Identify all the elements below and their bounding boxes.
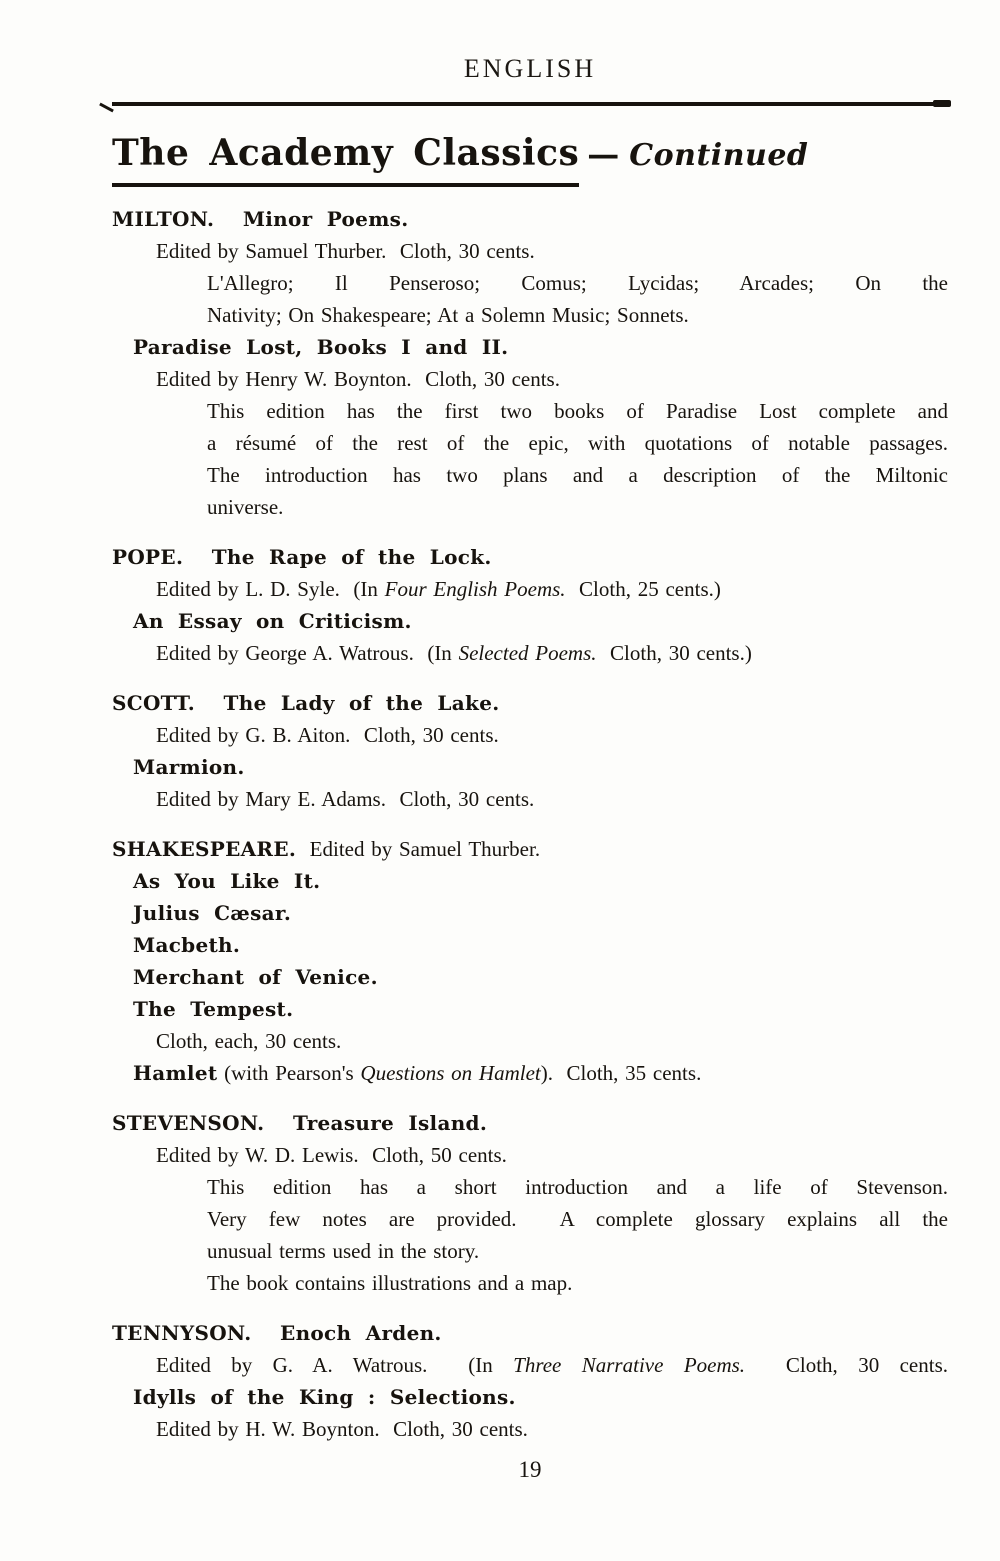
text-segment: Julius Cæsar. xyxy=(133,901,292,925)
catalog-line xyxy=(156,1025,948,1057)
text-segment: The introduction has two plans and a description of the Miltonic xyxy=(207,463,948,487)
text-segment: Merchant of Venice. xyxy=(133,965,378,989)
catalog-line xyxy=(156,235,948,267)
catalog-line xyxy=(112,1317,948,1349)
catalog-line xyxy=(133,751,948,783)
text-segment: Edited by Henry W. Boynton. Cloth, 30 cents. xyxy=(156,367,560,391)
text-segment: Edited by George A. Watrous. (In xyxy=(156,641,459,665)
catalog-line xyxy=(156,637,948,669)
text-segment: POPE. The Rape of the Lock. xyxy=(112,545,492,569)
catalog-line xyxy=(133,929,948,961)
title-dash: — xyxy=(587,135,620,173)
text-segment: TENNYSON. Enoch Arden. xyxy=(112,1321,442,1345)
catalog-line xyxy=(133,897,948,929)
text-segment: As You Like It. xyxy=(133,869,321,893)
text-segment: Edited by G. A. Watrous. (In xyxy=(156,1353,514,1377)
catalog-line xyxy=(207,1235,948,1267)
catalog-line xyxy=(112,203,948,235)
text-segment: Three Narrative Poems. xyxy=(513,1353,746,1377)
text-segment: The book contains illustrations and a map. xyxy=(207,1271,573,1295)
text-segment: Edited by Mary E. Adams. Cloth, 30 cents. xyxy=(156,787,535,811)
text-segment: The Tempest. xyxy=(133,997,294,1021)
catalog-line xyxy=(112,541,948,573)
text-segment: Cloth, each, 30 cents. xyxy=(156,1029,342,1053)
catalog-line xyxy=(112,687,948,719)
text-segment: Edited by H. W. Boynton. Cloth, 30 cents. xyxy=(156,1417,528,1441)
text-segment: Idylls of the King : Selections. xyxy=(133,1385,516,1409)
text-segment: Four English Poems. xyxy=(384,577,566,601)
text-segment: (with Pearson's xyxy=(217,1061,361,1085)
catalog-line xyxy=(207,1203,948,1235)
text-segment: Paradise Lost, Books I and II. xyxy=(133,335,509,359)
text-segment: ). Cloth, 35 cents. xyxy=(540,1061,702,1085)
section-title xyxy=(112,132,948,187)
catalog-line xyxy=(156,1413,948,1445)
title-continued: Continued xyxy=(629,138,809,173)
text-segment: Cloth, 30 cents. xyxy=(745,1353,948,1377)
page-header xyxy=(112,54,948,187)
catalog-line xyxy=(207,459,948,491)
text-segment: Edited by W. D. Lewis. Cloth, 50 cents. xyxy=(156,1143,507,1167)
catalog-line xyxy=(207,1171,948,1203)
text-segment: This edition has a short introduction and a life of Stevenson. xyxy=(207,1175,948,1199)
catalog-line xyxy=(133,1057,948,1089)
catalog-line xyxy=(156,573,948,605)
text-segment: Edited by G. B. Aiton. Cloth, 30 cents. xyxy=(156,723,499,747)
catalog-line xyxy=(156,1349,948,1381)
catalog-line xyxy=(207,395,948,427)
page-number: 19 xyxy=(518,1457,542,1482)
text-segment: Edited by L. D. Syle. (In xyxy=(156,577,385,601)
text-segment: SHAKESPEARE. xyxy=(112,837,297,861)
catalog-line xyxy=(133,1381,948,1413)
catalog-line xyxy=(133,961,948,993)
running-head: ENGLISH xyxy=(463,54,597,83)
page-footer xyxy=(112,1457,948,1483)
catalog xyxy=(112,203,948,1445)
text-segment: Nativity; On Shakespeare; At a Solemn Music; Sonnets. xyxy=(207,303,689,327)
catalog-line xyxy=(207,267,948,299)
text-segment: L'Allegro; Il Penseroso; Comus; Lycidas; Arcades; On the xyxy=(207,271,948,295)
title-text: The Academy Classics xyxy=(112,132,579,187)
catalog-line xyxy=(156,1139,948,1171)
text-segment: Cloth, 25 cents.) xyxy=(565,577,721,601)
catalog-line xyxy=(207,1267,948,1299)
text-segment: Edited by Samuel Thurber. Cloth, 30 cents. xyxy=(156,239,535,263)
catalog-line xyxy=(133,331,948,363)
text-segment: Very few notes are provided. A complete glossary explains all the xyxy=(207,1207,948,1231)
text-segment: An Essay on Criticism. xyxy=(133,609,412,633)
catalog-line xyxy=(133,605,948,637)
text-segment: STEVENSON. Treasure Island. xyxy=(112,1111,488,1135)
text-segment: This edition has the first two books of Paradise Lost complete and xyxy=(207,399,948,423)
text-segment: universe. xyxy=(207,495,284,519)
text-segment: Questions on Hamlet xyxy=(360,1061,541,1085)
catalog-line xyxy=(112,833,948,865)
header-rule xyxy=(112,102,948,106)
catalog-line xyxy=(133,865,948,897)
catalog-line xyxy=(112,1107,948,1139)
catalog-line xyxy=(207,299,948,331)
text-segment: Edited by Samuel Thurber. xyxy=(296,837,541,861)
text-segment: SCOTT. The Lady of the Lake. xyxy=(112,691,500,715)
catalog-line xyxy=(207,427,948,459)
text-segment: Marmion. xyxy=(133,755,245,779)
text-segment: a résumé of the rest of the epic, with quotations of notable passages. xyxy=(207,431,948,455)
text-segment: unusual terms used in the story. xyxy=(207,1239,480,1263)
catalog-line xyxy=(156,363,948,395)
catalog-line xyxy=(207,491,948,523)
text-segment: Hamlet xyxy=(133,1061,218,1085)
text-segment: Cloth, 30 cents.) xyxy=(596,641,752,665)
text-segment: Macbeth. xyxy=(133,933,241,957)
catalog-line xyxy=(156,783,948,815)
catalog-line xyxy=(133,993,948,1025)
catalog-line xyxy=(156,719,948,751)
text-segment: Selected Poems. xyxy=(458,641,597,665)
text-segment: MILTON. Minor Poems. xyxy=(112,207,409,231)
